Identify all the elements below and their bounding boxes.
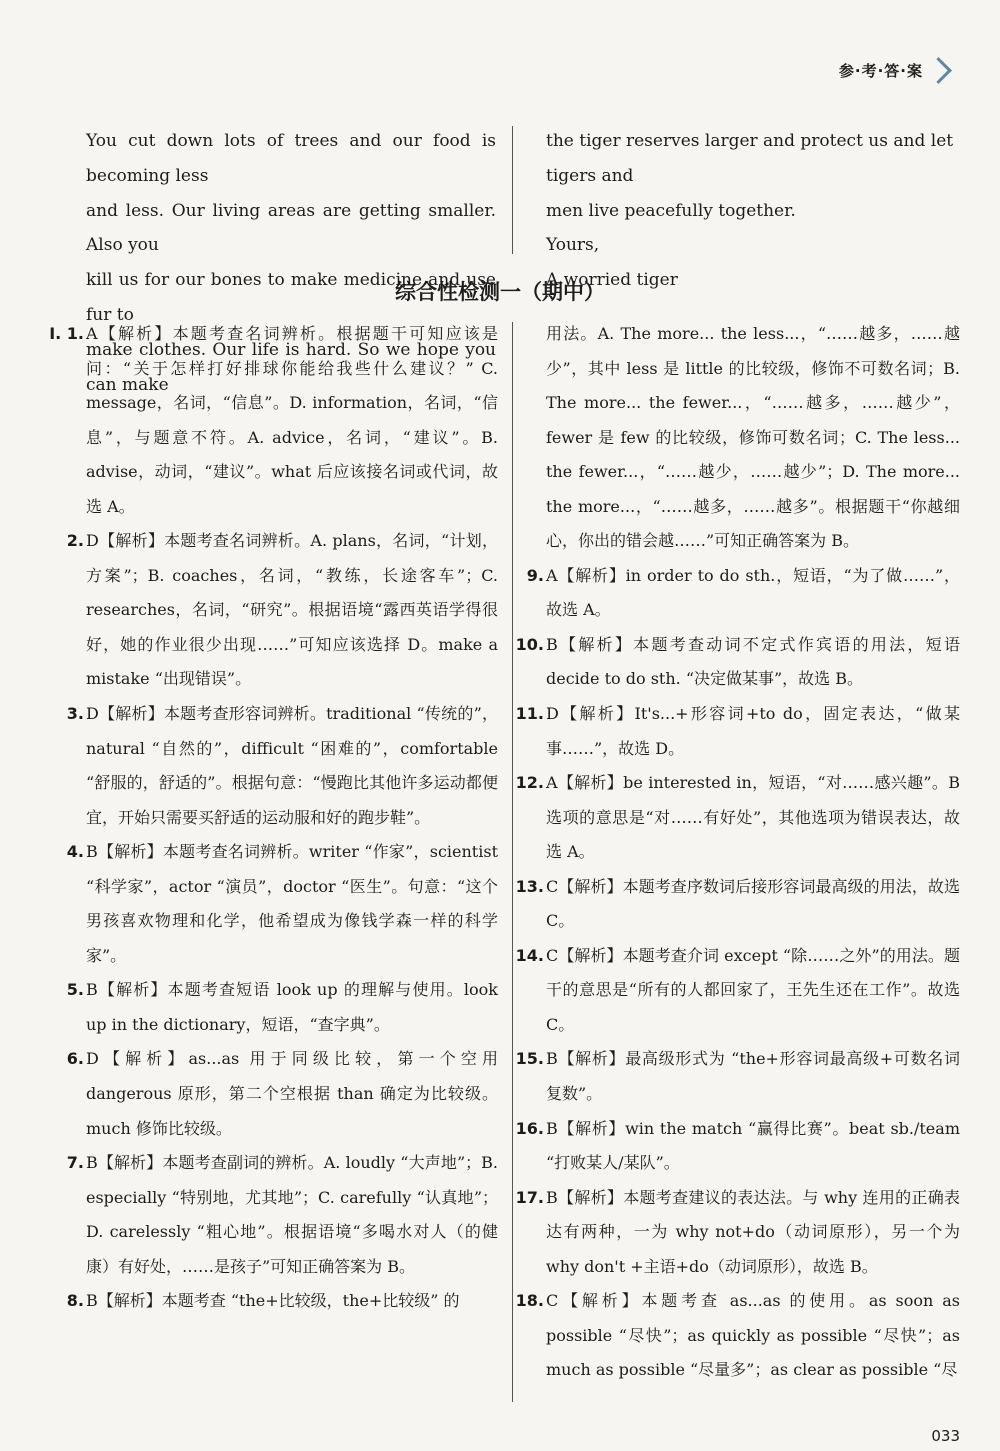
answer-number: 17. bbox=[515, 1187, 544, 1207]
answer-item bbox=[66, 697, 498, 835]
answer-text: C【解析】本题考查 as...as 的使用。as soon as possible “尽快”；as quickly as possible “尽快”；as much as possible “尽量多”；as clear as possible “尽 bbox=[546, 1291, 960, 1380]
answer-number: 16. bbox=[515, 1118, 544, 1138]
answer-text: C【解析】本题考查介词 except “除……之外”的用法。题干的意思是“所有的人都回家了，王先生还在工作”。故选 C。 bbox=[546, 945, 960, 1034]
answer-number: 9. bbox=[526, 565, 544, 585]
letter-right-column bbox=[546, 124, 960, 298]
answer-item bbox=[515, 1112, 960, 1181]
answer-text: A【解析】in order to do sth.，短语，“为了做……”，故选 A。 bbox=[546, 565, 960, 620]
answer-text: C【解析】本题考查序数词后接形容词最高级的用法，故选 C。 bbox=[546, 876, 960, 931]
answer-number: 5. bbox=[66, 980, 84, 1000]
answer-number: 8. bbox=[66, 1291, 84, 1311]
answer-item bbox=[515, 870, 960, 939]
answer-text: B【解析】本题考查副词的辨析。A. loudly “大声地”；B. especially “特别地，尤其地”；C. carefully “认真地”；D. carelessly “粗心地”。根据语境“多喝水对人（的健康）有好处，……是孩子”可知正确答案为 B。 bbox=[86, 1153, 498, 1276]
answer-item bbox=[515, 1181, 960, 1285]
answer-number: 6. bbox=[66, 1049, 84, 1069]
answer-item bbox=[546, 317, 960, 559]
answer-item bbox=[66, 1146, 498, 1284]
letter-line: You cut down lots of trees and our food is becoming less bbox=[86, 131, 496, 186]
answer-item bbox=[515, 697, 960, 766]
answer-number: 3. bbox=[66, 704, 84, 724]
answer-item bbox=[515, 628, 960, 697]
answer-text: B【解析】本题考查短语 look up 的理解与使用。look up in the dictionary，短语，“查字典”。 bbox=[86, 980, 498, 1034]
page-number: 033 bbox=[931, 1427, 960, 1445]
answer-number: 11. bbox=[515, 704, 544, 724]
answer-number: 4. bbox=[66, 842, 84, 862]
letter-line: Yours, bbox=[546, 235, 600, 256]
answer-text: B【解析】win the match “赢得比赛”。beat sb./team “打败某人/某队”。 bbox=[546, 1118, 960, 1173]
letter-line: A worried tiger bbox=[546, 270, 678, 291]
section-title: 综合性检测一（期中） bbox=[395, 280, 605, 304]
answer-text: A【解析】本题考查名词辨析。根据题干可知应该是问：“关于怎样打好排球你能给我些什么建议？” C. message，名词，“信息”。D. information，名词，“信息”，与题意不符。A. advice，名词，“建议”。B. advise，动词，“建议”。what 后应该接名词或代词，故选 A。 bbox=[86, 324, 498, 516]
top-column-divider bbox=[512, 126, 513, 254]
letter-line: make clothes. Our life is hard. So we hope you can make bbox=[86, 339, 496, 395]
answers-left-column bbox=[49, 317, 498, 1319]
answer-item bbox=[66, 524, 498, 697]
letter-line: kill us for our bones to make medicine and use fur to bbox=[86, 270, 496, 325]
section-mark-label: 参·考·答·案 bbox=[838, 62, 923, 80]
answer-number: 12. bbox=[515, 773, 544, 793]
answer-text: B【解析】本题考查动词不定式作宾语的用法，短语 decide to do sth. “决定做某事”，故选 B。 bbox=[546, 634, 960, 689]
answer-item bbox=[66, 973, 498, 1042]
answer-text: D【解析】as...as 用于同级比较，第一个空用 dangerous 原形，第二个空根据 than 确定为比较级。much 修饰比较级。 bbox=[86, 1049, 498, 1138]
letter-line: men live peacefully together. bbox=[546, 200, 796, 221]
answer-number: 7. bbox=[66, 1153, 84, 1173]
letter-line: the tiger reserves larger and protect us and let tigers and bbox=[546, 131, 954, 186]
answer-number: 2. bbox=[66, 531, 84, 551]
answer-number: I. 1. bbox=[49, 324, 84, 343]
answer-number: 13. bbox=[515, 876, 544, 896]
answer-number: 10. bbox=[515, 634, 544, 654]
answer-text: B【解析】本题考查名词辨析。writer “作家”，scientist “科学家”，actor “演员”，doctor “医生”。句意：“这个男孩喜欢物理和化学，他希望成为像钱学森一样的科学家”。 bbox=[86, 842, 498, 965]
answer-item bbox=[49, 317, 498, 524]
answer-item bbox=[66, 1284, 498, 1319]
answer-item bbox=[515, 1042, 960, 1111]
answer-text: B【解析】最高级形式为 “the+形容词最高级+可数名词复数”。 bbox=[546, 1049, 960, 1104]
answers-column-divider bbox=[512, 322, 513, 1402]
answer-number: 18. bbox=[515, 1291, 544, 1311]
answer-item bbox=[66, 835, 498, 973]
letter-line: and less. Our living areas are getting smaller. Also you bbox=[86, 200, 496, 256]
answer-item bbox=[515, 766, 960, 870]
answer-text: D【解析】It's...+形容词+to do，固定表达，“做某事……”，故选 D。 bbox=[546, 704, 960, 758]
answer-text: B【解析】本题考查 “the+比较级，the+比较级” 的 bbox=[86, 1291, 460, 1311]
answer-item bbox=[66, 1042, 498, 1146]
answer-item bbox=[526, 559, 960, 628]
answer-number: 15. bbox=[515, 1049, 544, 1069]
answer-text: 用法。A. The more... the less...，“……越多，……越少”，其中 less 是 little 的比较级，修饰不可数名词；B. The more... the fewer...，“……越多，……越少”，fewer 是 few 的比较级，修饰可数名词；C. The less... the fewer...，“……越少，……越少”；D. The more... the more...，“……越多，……越多”。根据题干“你越细心，你出的错会越……”可知正确答案为 B。 bbox=[546, 324, 960, 551]
answer-item bbox=[515, 939, 960, 1043]
answer-item bbox=[515, 1284, 960, 1388]
section-mark bbox=[839, 60, 948, 81]
answer-text: D【解析】本题考查形容词辨析。traditional “传统的”，natural “自然的”，difficult “困难的”，comfortable “舒服的，舒适的”。根据句意：“慢跑比其他许多运动都便宜，开始只需要买舒适的运动服和好的跑步鞋”。 bbox=[86, 704, 498, 827]
answer-text: B【解析】本题考查建议的表达法。与 why 连用的正确表达有两种，一为 why not+do（动词原形），另一个为 why don't +主语+do（动词原形），故选 B。 bbox=[546, 1187, 960, 1276]
answer-number: 14. bbox=[515, 945, 544, 965]
answer-text: D【解析】本题考查名词辨析。A. plans，名词，“计划，方案”；B. coaches，名词，“教练，长途客车”；C. researches，名词，“研究”。根据语境“露西英语学得很好，她的作业很少出现……”可知应该选择 D。make a mistake “出现错误”。 bbox=[86, 531, 498, 689]
chevron-right-icon bbox=[925, 57, 952, 84]
answer-text: A【解析】be interested in，短语，“对……感兴趣”。B 选项的意思是“对……有好处”，其他选项为错误表达，故选 A。 bbox=[546, 773, 960, 862]
answers-right-column bbox=[515, 317, 960, 1388]
